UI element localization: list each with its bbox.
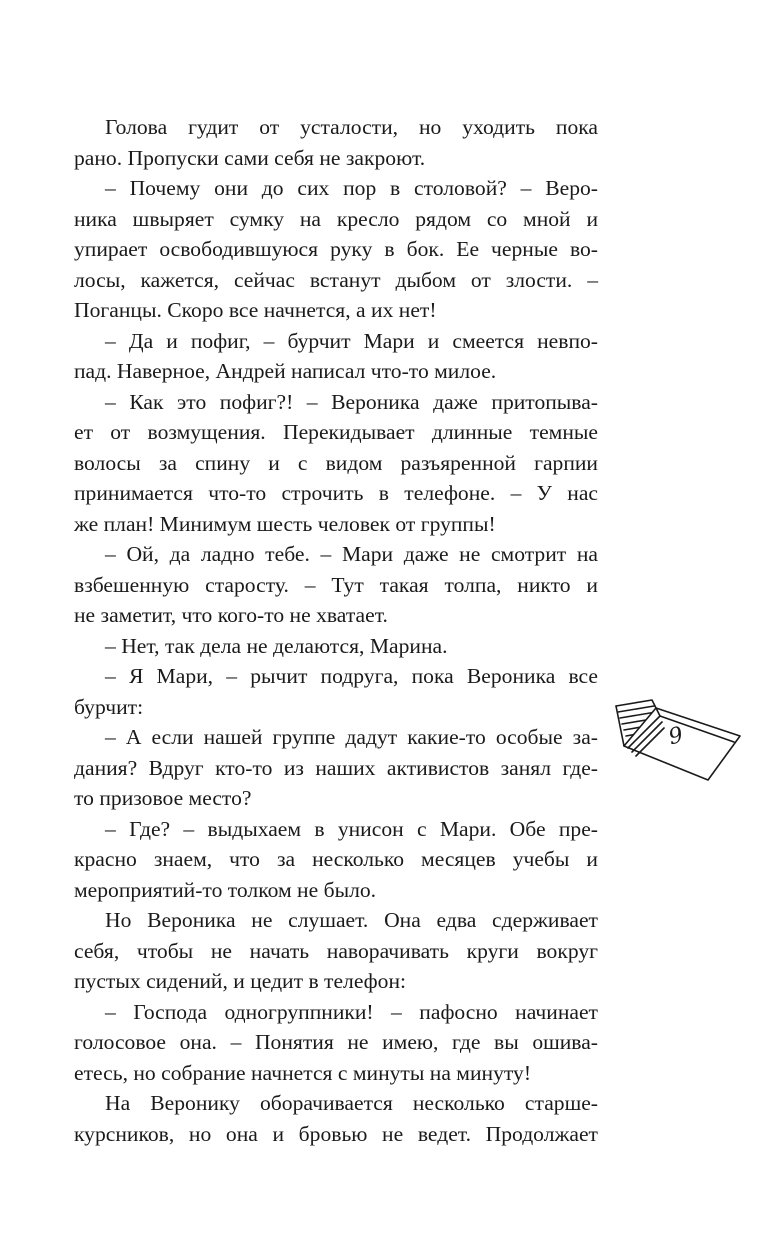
text-line: мероприятий-то толком не было.: [74, 877, 377, 902]
text-line: то призовое место?: [74, 786, 252, 810]
text-line: принимается что-то строчить в телефоне. – У нас: [74, 481, 598, 505]
text-line: – Господа одногруппники! – пафосно начинает: [105, 999, 598, 1024]
text-line: пад. Наверное, Андрей написал что-то милое.: [74, 359, 497, 383]
page-number: 9: [666, 722, 686, 751]
text-line: – Да и пофиг, – бурчит Мари и смеется невпо-: [105, 328, 598, 353]
text-line: – Почему они до сих пор в столовой? – Веро-: [105, 176, 598, 200]
text-line: ет от возмущения. Перекидывает длинные темные: [74, 420, 598, 444]
text-line: не заметит, что кого-то не хватает.: [74, 603, 388, 627]
text-line: – Нет, так дела не делаются, Марина.: [105, 633, 448, 658]
text-line: пустых сидений, и цедит в телефон:: [74, 969, 407, 993]
text-line: волосы за спину и с видом разъяренной гарпии: [74, 450, 598, 475]
body-text: [74, 112, 598, 1149]
text-line: – Как это пофиг?! – Вероника даже притопыва-: [105, 389, 598, 414]
text-line: Поганцы. Скоро все начнется, а их нет!: [74, 298, 437, 322]
text-line: – А если нашей группе дадут какие-то особые за-: [105, 725, 598, 749]
text-line: На Веронику оборачивается несколько старше-: [105, 1091, 598, 1115]
text-line: етесь, но собрание начнется с минуты на минуту!: [74, 1060, 532, 1085]
text-line: же план! Минимум шесть человек от группы!: [74, 511, 496, 536]
text-line: лосы, кажется, сейчас встанут дыбом от злости. –: [74, 267, 598, 292]
text-line: ника швыряет сумку на кресло рядом со мной и: [74, 206, 598, 231]
text-line: – Ой, да ладно тебе. – Мари даже не смотрит на: [105, 542, 598, 566]
text-line: взбешенную старосту. – Тут такая толпа, никто и: [74, 572, 598, 597]
text-line: Но Вероника не слушает. Она едва сдерживает: [105, 908, 598, 932]
text-line: упирает освободившуюся руку в бок. Ее черные во-: [74, 237, 598, 261]
text-line: – Я Мари, – рычит подруга, пока Вероника все: [105, 664, 598, 688]
text-line: – Где? – выдыхаем в унисон с Мари. Обе пре-: [105, 816, 598, 841]
text-line: красно знаем, что за несколько месяцев учебы и: [74, 847, 598, 871]
text-line: голосовое она. – Понятия не имею, где вы ошива-: [74, 1030, 598, 1054]
text-line: Голова гудит от усталости, но уходить пока: [105, 115, 598, 139]
text-line: курсников, но она и бровью не ведет. Продолжает: [74, 1121, 598, 1146]
text-line: себя, чтобы не начать наворачивать круги вокруг: [74, 938, 598, 963]
text-line: рано. Пропуски сами себя не закроют.: [74, 145, 426, 170]
text-line: бурчит:: [74, 694, 144, 719]
text-line: дания? Вдруг кто-то из наших активистов занял где-: [74, 755, 598, 780]
